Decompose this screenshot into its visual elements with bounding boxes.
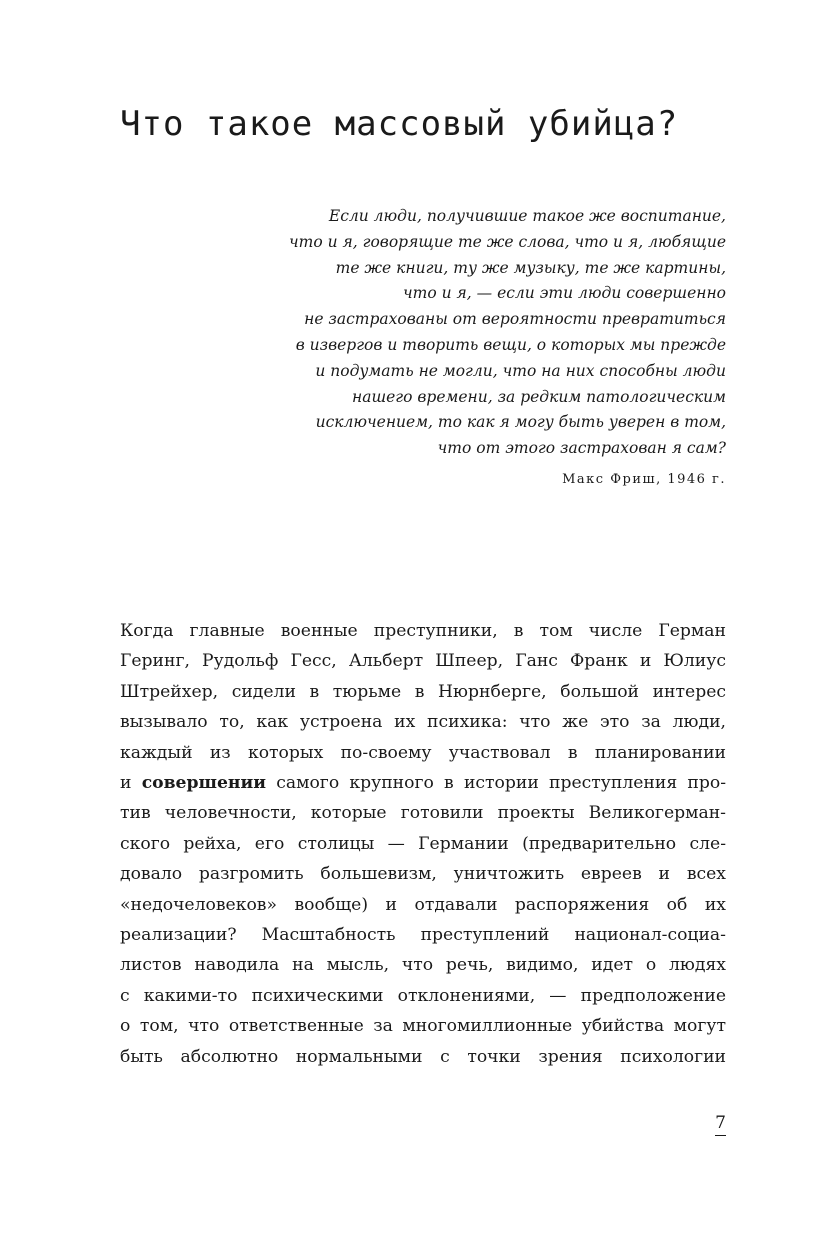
page-number: 7 bbox=[715, 1112, 726, 1136]
body-text-segment: и bbox=[120, 773, 132, 794]
body-line: вызывало то, как устроена их психика: что же это за люди, bbox=[120, 712, 726, 733]
body-line bbox=[120, 768, 726, 798]
epigraph-line: нашего времени, за редким патологическим bbox=[352, 387, 726, 406]
body-line: реализации? Масштабность преступлений национал-социа- bbox=[120, 925, 726, 946]
body-line: о том, что ответственные за многомиллионные убийства могут bbox=[120, 1016, 726, 1037]
body-line: Когда главные военные преступники, в том числе Герман bbox=[120, 621, 726, 641]
epigraph-line: исключением, то как я могу быть уверен в том, bbox=[315, 413, 726, 432]
body-line: каждый из которых по-своему участвовал в планировании bbox=[120, 742, 726, 763]
body-paragraph bbox=[120, 616, 726, 1072]
epigraph bbox=[260, 204, 726, 492]
body-line: быть абсолютно нормальными с точки зрения психологии bbox=[120, 1046, 726, 1067]
epigraph-attribution: Макс Фриш, 1946 г. bbox=[562, 471, 726, 487]
epigraph-line: что и я, говорящие те же слова, что и я, любящие bbox=[289, 232, 726, 251]
epigraph-line: и подумать не могли, что на них способны люди bbox=[315, 361, 726, 380]
body-line: довало разгромить большевизм, уничтожить евреев и всех bbox=[120, 864, 726, 885]
body-line: «недочеловеков» вообще) и отдавали распоряжения об их bbox=[120, 894, 726, 915]
body-text-segment: самого крупного в истории преступления про- bbox=[276, 773, 727, 794]
body-line: тив человечности, которые готовили проекты Великогерман- bbox=[120, 803, 726, 824]
epigraph-line: что от этого застрахован я сам? bbox=[437, 439, 726, 458]
emphasized-word: совершении bbox=[141, 773, 266, 794]
body-line: листов наводила на мысль, что речь, видимо, идет о людях bbox=[120, 955, 726, 976]
body-line: ского рейха, его столицы — Германии (предварительно сле- bbox=[120, 833, 726, 854]
epigraph-line: не застрахованы от вероятности превратиться bbox=[304, 310, 726, 329]
chapter-title: Что такое массовый убийца? bbox=[120, 104, 679, 144]
epigraph-line: что и я, — если эти люди совершенно bbox=[403, 284, 726, 303]
body-line: Штрейхер, сидели в тюрьме в Нюрнберге, большой интерес bbox=[120, 681, 726, 702]
body-line: Геринг, Рудольф Гесс, Альберт Шпеер, Ганс Франк и Юлиус bbox=[120, 651, 726, 672]
epigraph-line: в извергов и творить вещи, о которых мы прежде bbox=[295, 335, 726, 354]
body-line: с какими-то психическими отклонениями, — предположение bbox=[120, 985, 726, 1006]
epigraph-line: Если люди, получившие такое же воспитание, bbox=[328, 207, 726, 225]
epigraph-line: те же книги, ту же музыку, те же картины, bbox=[335, 258, 726, 277]
